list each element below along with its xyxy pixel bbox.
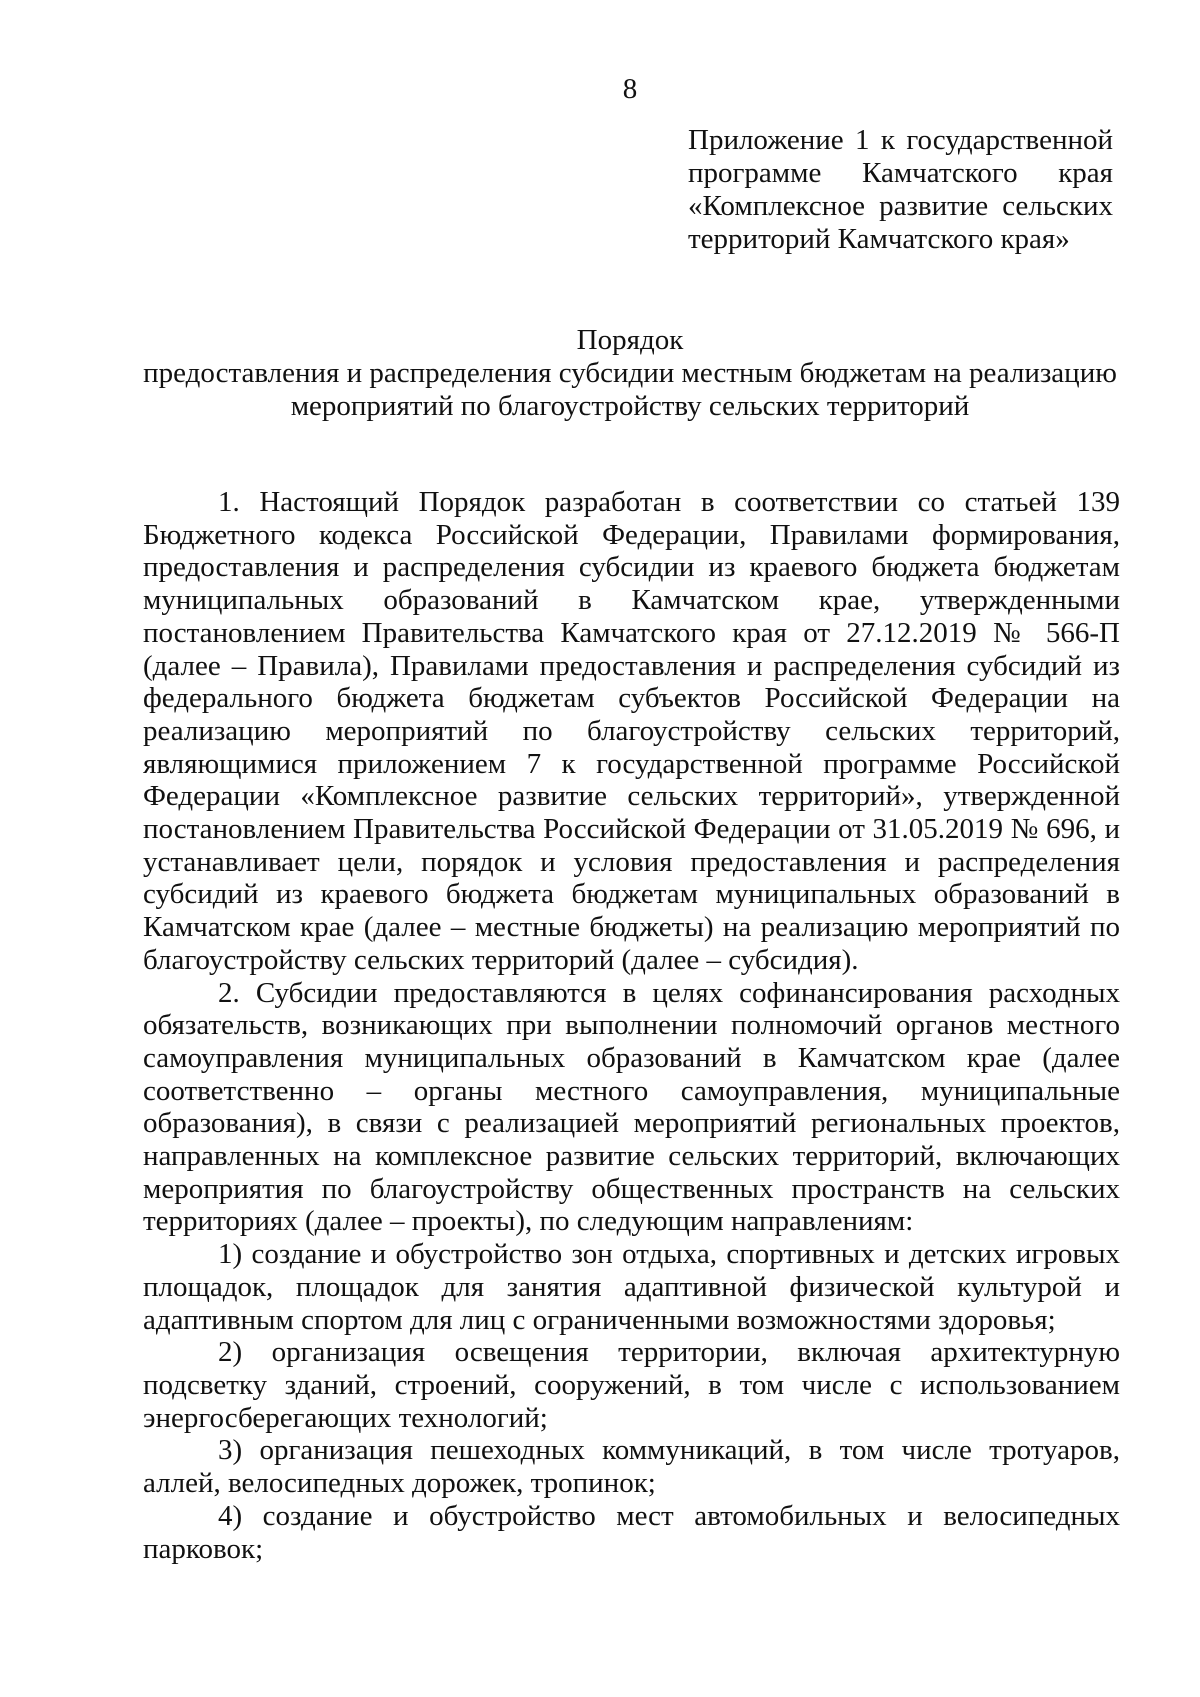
- document-body: [143, 486, 1120, 1565]
- list-item-2: 2) организация освещения территории, включая архитектурную подсветку зданий, строений, сооружений, в том числе с использованием энергосберегающих технологий;: [143, 1336, 1120, 1434]
- appendix-reference: [688, 124, 1113, 256]
- title-subtitle: предоставления и распределения субсидии местным бюджетам на реализацию мероприятий по благоустройству сельских территорий: [143, 357, 1117, 422]
- paragraph-1: 1. Настоящий Порядок разработан в соответствии со статьей 139 Бюджетного кодекса Российской Федерации, Правилами формирования, предоставления и распределения субсидии из краевого бюджета бюджетам муниципальных образований в Камчатском крае, утвержденными постановлением Правительства Камчатского края от 27.12.2019 № 566-П (далее – Правила), Правилами предоставления и распределения субсидий из федерального бюджета бюджетам субъектов Российской Федерации на реализацию мероприятий по благоустройству сельских территорий, являющимися приложением 7 к государственной программе Российской Федерации «Комплексное развитие сельских территорий», утвержденной постановлением Правительства Российской Федерации от 31.05.2019 № 696, и устанавливает цели, порядок и условия предоставления и распределения субсидий из краевого бюджета бюджетам муниципальных образований в Камчатском крае (далее – местные бюджеты) на реализацию мероприятий по благоустройству сельских территорий (далее – субсидия).: [143, 486, 1120, 976]
- document-title: [140, 324, 1120, 423]
- list-item-3: 3) организация пешеходных коммуникаций, в том числе тротуаров, аллей, велосипедных дорожек, тропинок;: [143, 1434, 1120, 1500]
- appendix-text: Приложение 1 к государственной программе Камчатского края «Комплексное развитие сельских территорий Камчатского края»: [688, 124, 1113, 255]
- list-item-4: 4) создание и обустройство мест автомобильных и велосипедных парковок;: [143, 1499, 1120, 1565]
- page-number: 8: [622, 73, 638, 105]
- title-heading: Порядок: [576, 324, 684, 356]
- list-item-1: 1) создание и обустройство зон отдыха, спортивных и детских игровых площадок, площадок для занятия адаптивной физической культурой и адаптивным спортом для лиц с ограниченными возможностями здоровья;: [143, 1238, 1120, 1336]
- paragraph-2: 2. Субсидии предоставляются в целях софинансирования расходных обязательств, возникающих при выполнении полномочий органов местного самоуправления муниципальных образований в Камчатском крае (далее соответственно – органы местного самоуправления, муниципальные образования), в связи с реализацией мероприятий региональных проектов, направленных на комплексное развитие сельских территорий, включающих мероприятия по благоустройству общественных пространств на сельских территориях (далее – проекты), по следующим направлениям:: [143, 976, 1120, 1238]
